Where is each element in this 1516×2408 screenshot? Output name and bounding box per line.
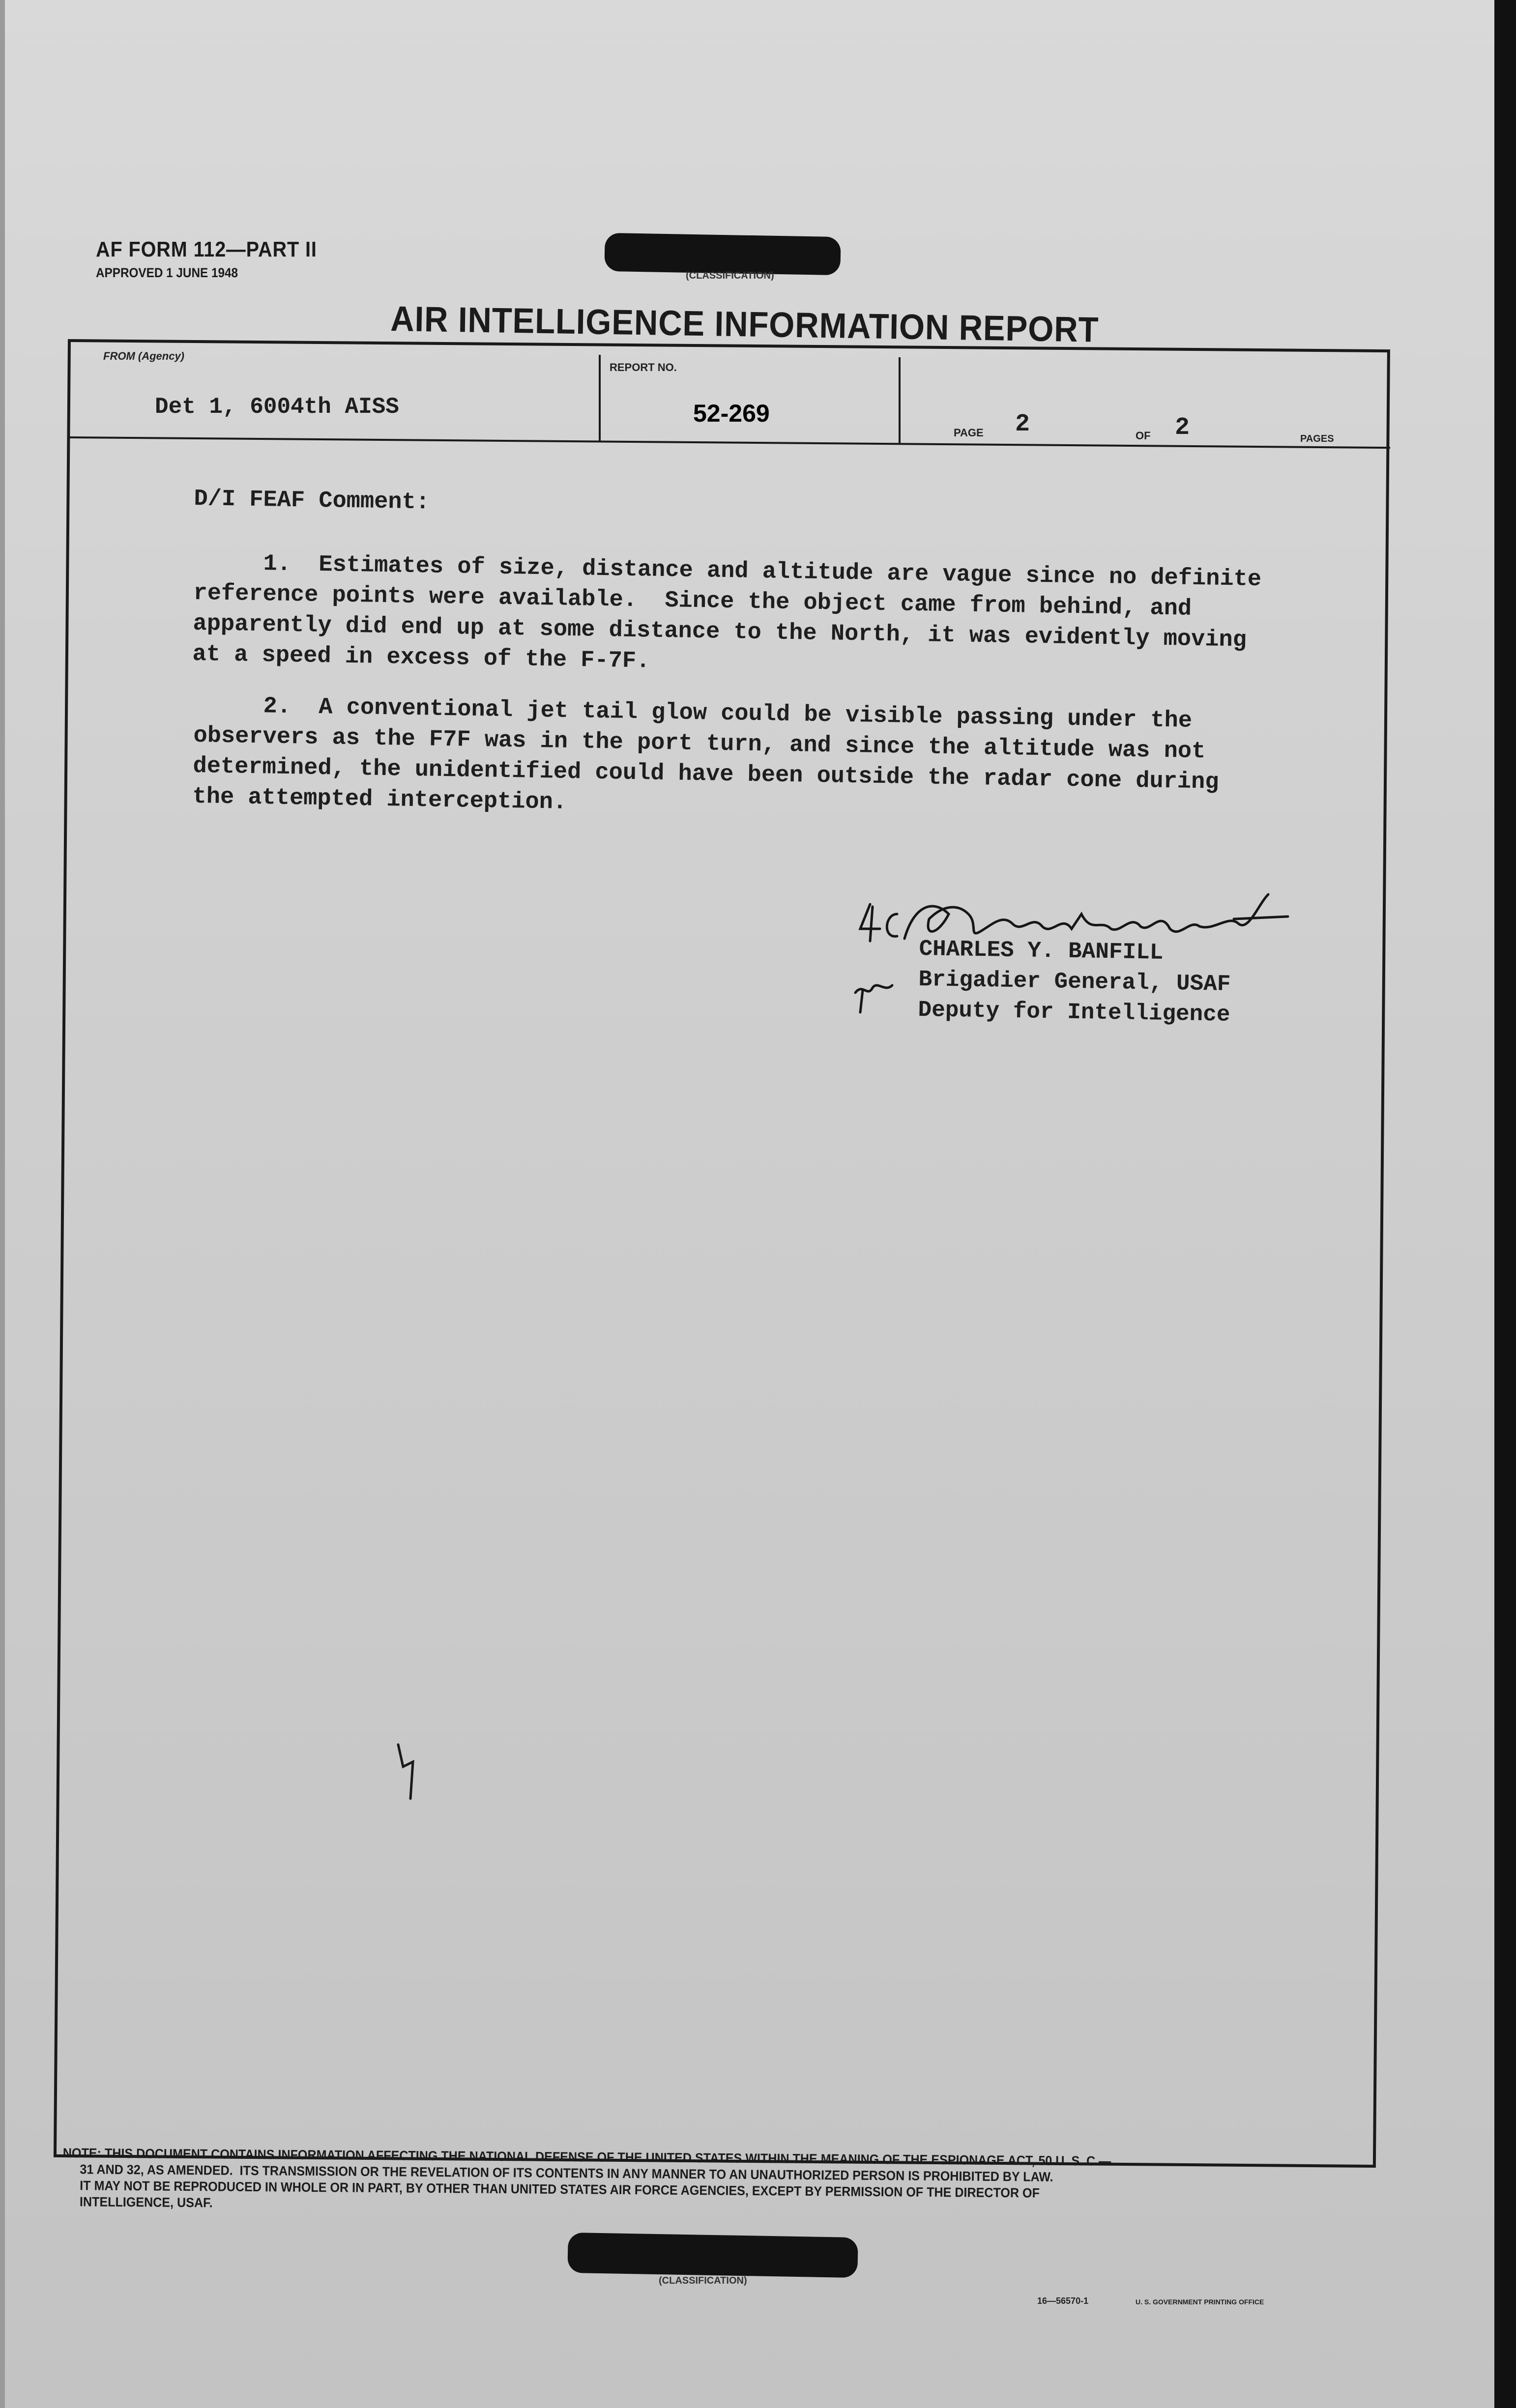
comment-heading: D/I FEAF Comment: — [194, 486, 430, 516]
report-number-label: REPORT NO. — [610, 361, 677, 373]
report-number-value: 52-269 — [693, 400, 770, 427]
print-code: 16—56570-1 — [1037, 2296, 1089, 2306]
page-label: PAGE — [954, 427, 984, 439]
comment-paragraph-2: 2. A conventional jet tail glow could be visible passing under the observers as the F7F was in the port turn, and since the altitude was not determined, the unidentified could have been outside the radar cone during the attempted interception. — [192, 692, 1219, 816]
from-agency-value: Det 1, 6004th AISS — [155, 394, 399, 420]
scan-edge-right — [1494, 0, 1516, 2408]
signature-initials-mark — [850, 894, 909, 1032]
classification-label-top: (CLASSIFICATION) — [686, 270, 774, 281]
report-title: AIR INTELLIGENCE INFORMATION REPORT — [390, 299, 1099, 350]
page-number: 2 — [1015, 410, 1030, 438]
signature-block: CHARLES Y. BANFILL Brigadier General, USAF Deputy for Intelligence — [918, 936, 1231, 1028]
form-number: AF FORM 112—PART II — [96, 237, 317, 261]
form-approval-date: APPROVED 1 JUNE 1948 — [96, 265, 238, 280]
margin-check-mark — [388, 1740, 428, 1804]
scan-edge-left — [0, 0, 5, 2408]
classification-redaction-top — [604, 233, 841, 275]
from-agency-label: FROM (Agency) — [103, 350, 184, 362]
total-pages: 2 — [1175, 414, 1190, 442]
header-column-divider-1 — [599, 355, 601, 442]
security-notice: NOTE: THIS DOCUMENT CONTAINS INFORMATION AFFECTING THE NATIONAL DEFENSE OF THE UNITED STATES WITHIN THE MEANING OF THE ESPIONAGE ACT, 50 U. S. C.— 31 AND 32, AS AMENDED. ITS TRANSMISSION OR THE REVELATION OF ITS CONTENTS IN ANY MANNER TO AN UNAUTHORIZED PERSON IS PROHIBITED BY LAW. IT MAY NOT BE REPRODUCED IN WHOLE OR IN PART, BY OTHER THAN UNITED STATES AIR FORCE AGENCIES, EXCEPT BY PERMISSION OF THE DIRECTOR OF INTELLIGENCE, USAF. — [62, 2146, 1111, 2210]
comment-paragraph-1: 1. Estimates of size, distance and altitude are vague since no definite reference points were available. Since the object came from behind, and apparently did end up at some distance to the North, it was evidently moving at a speed in excess of the F-7F. — [192, 549, 1262, 675]
of-label: OF — [1136, 430, 1151, 442]
pages-label: PAGES — [1300, 433, 1334, 444]
classification-redaction-bottom — [567, 2233, 858, 2278]
classification-label-bottom: (CLASSIFICATION) — [659, 2275, 747, 2286]
printing-office: U. S. GOVERNMENT PRINTING OFFICE — [1136, 2298, 1264, 2306]
header-column-divider-2 — [899, 357, 901, 445]
